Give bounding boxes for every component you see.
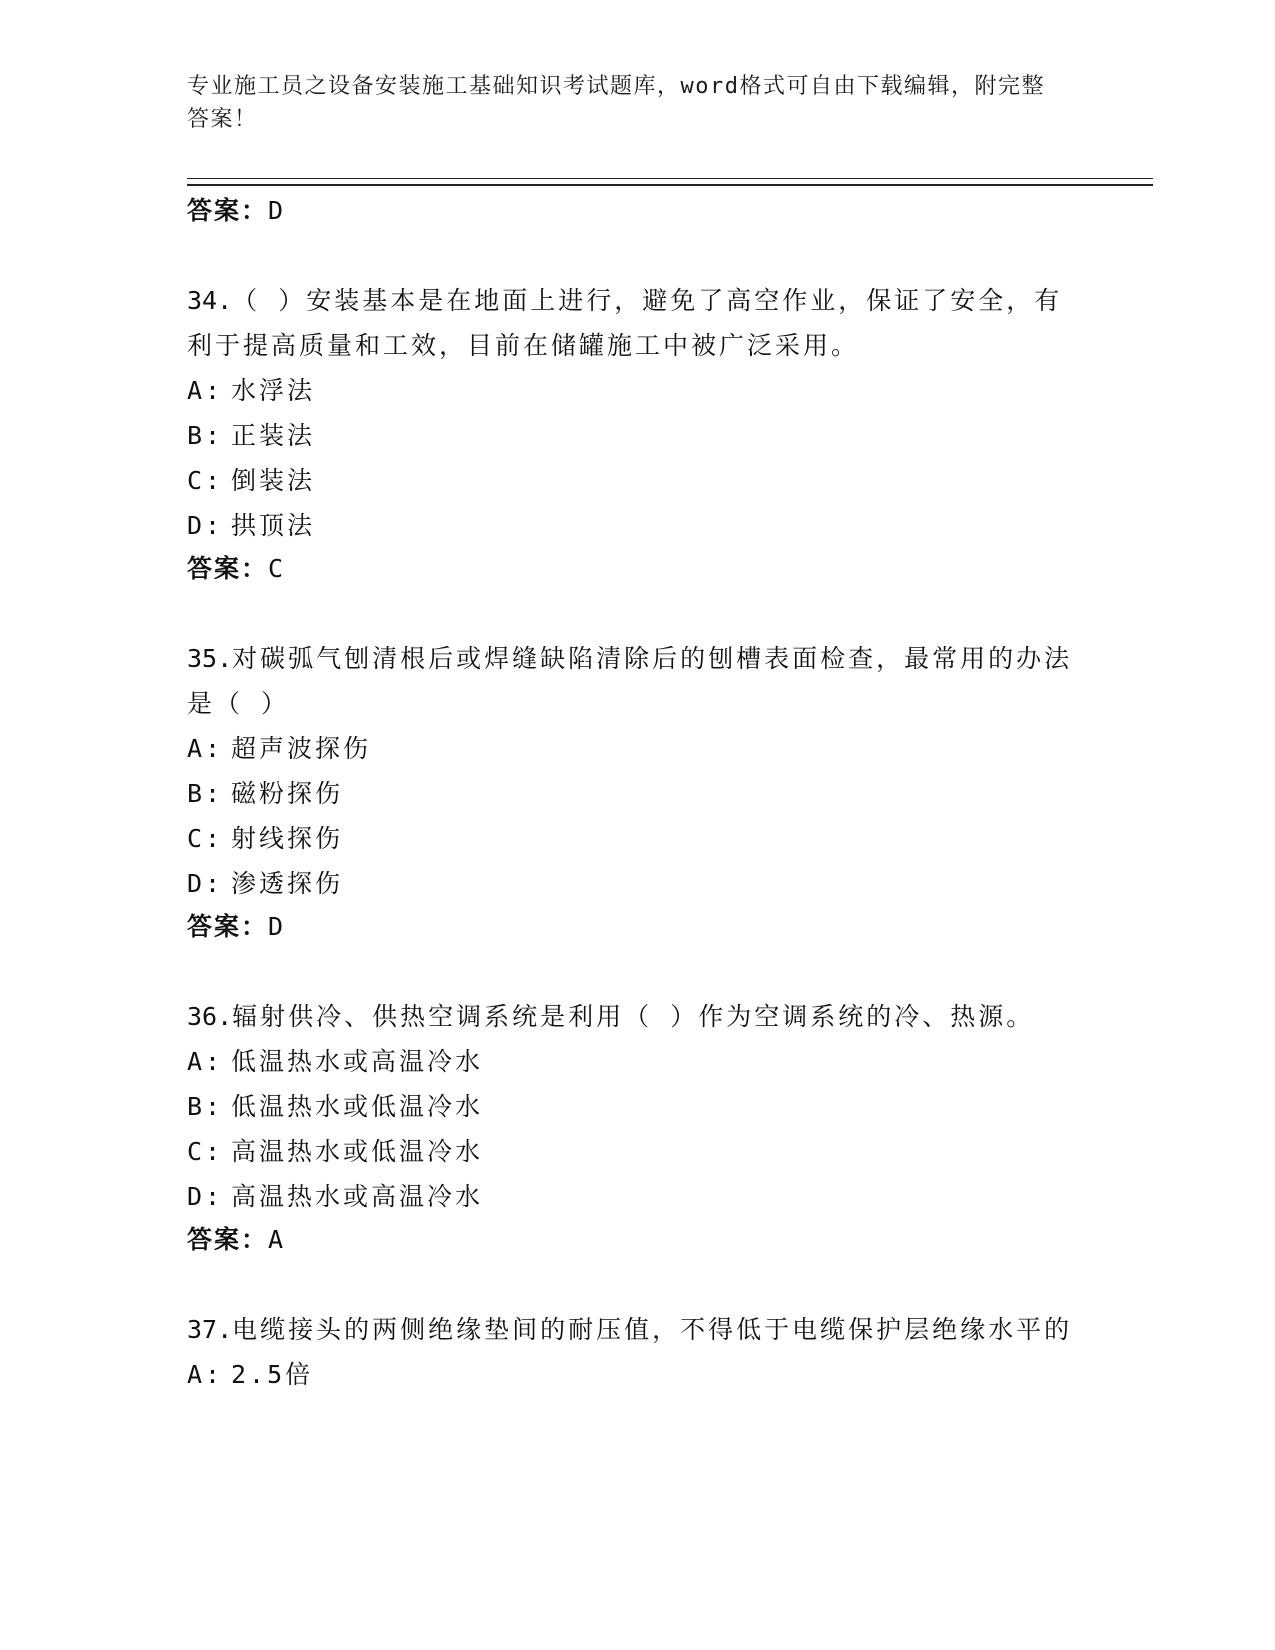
option-letter: B: [187,1092,224,1121]
question-36 [187,994,1087,1039]
answer-value: C [268,554,286,583]
option-d [187,861,1087,906]
answer-line [187,190,1087,232]
option-b [187,413,1087,458]
option-a [187,726,1087,771]
option-letter: D: [187,1182,224,1211]
question-number: 34. [187,286,233,315]
option-c [187,816,1087,861]
option-text: 倒装法 [231,466,316,495]
question-text: （ ）安装基本是在地面上进行，避免了高空作业，保证了安全，有利于提高质量和工效，目前在储罐施工中被广泛采用。 [187,286,1063,360]
answer-label: 答案： [187,554,269,583]
option-letter: C: [187,1137,224,1166]
option-text: 高温热水或高温冷水 [231,1182,484,1211]
question-37 [187,1307,1087,1352]
option-letter: D: [187,869,224,898]
question-35 [187,636,1087,726]
option-b [187,1084,1087,1129]
option-text: 超声波探伤 [231,734,372,763]
question-text: 辐射供冷、供热空调系统是利用（ ）作为空调系统的冷、热源。 [232,1002,1035,1031]
option-letter: A: [187,1360,224,1389]
option-letter: B: [187,421,224,450]
option-text: 水浮法 [231,376,316,405]
question-text: 对碳弧气刨清根后或焊缝缺陷清除后的刨槽表面检查，最常用的办法是（ ） [187,644,1073,718]
option-text: 拱顶法 [231,511,316,540]
option-c [187,458,1087,503]
option-letter: B: [187,779,224,808]
option-letter: D: [187,511,224,540]
option-text: 低温热水或低温冷水 [231,1092,484,1121]
question-34 [187,278,1087,368]
question-list [187,190,1087,1397]
option-letter: C: [187,824,224,853]
option-text: 低温热水或高温冷水 [231,1047,484,1076]
answer-value: D [268,912,286,941]
answer-label: 答案： [187,196,269,225]
answer-value: A [268,1225,286,1254]
answer-label: 答案： [187,912,269,941]
option-text: 正装法 [231,421,316,450]
page-header: 专业施工员之设备安装施工基础知识考试题库，word格式可自由下载编辑，附完整答案！ [187,74,1045,132]
question-number: 35. [187,644,233,673]
option-text: 射线探伤 [231,824,344,853]
option-a [187,1039,1087,1084]
answer-line [187,1219,1087,1261]
option-letter: A: [187,1047,224,1076]
header-divider [187,178,1153,186]
question-number: 36. [187,1002,233,1031]
option-a [187,1352,1087,1397]
option-text: 2.5倍 [231,1360,314,1389]
option-letter: A: [187,734,224,763]
option-b [187,771,1087,816]
question-number: 37. [187,1315,233,1344]
option-c [187,1129,1087,1174]
answer-line [187,906,1087,948]
option-text: 高温热水或低温冷水 [231,1137,484,1166]
answer-label: 答案： [187,1225,269,1254]
answer-line [187,548,1087,590]
option-d [187,1174,1087,1219]
option-a [187,368,1087,413]
option-d [187,503,1087,548]
option-letter: C: [187,466,224,495]
question-text: 电缆接头的两侧绝缘垫间的耐压值，不得低于电缆保护层绝缘水平的 [232,1315,1073,1344]
answer-value: D [268,196,286,225]
option-text: 磁粉探伤 [231,779,344,808]
option-letter: A: [187,376,224,405]
option-text: 渗透探伤 [231,869,344,898]
